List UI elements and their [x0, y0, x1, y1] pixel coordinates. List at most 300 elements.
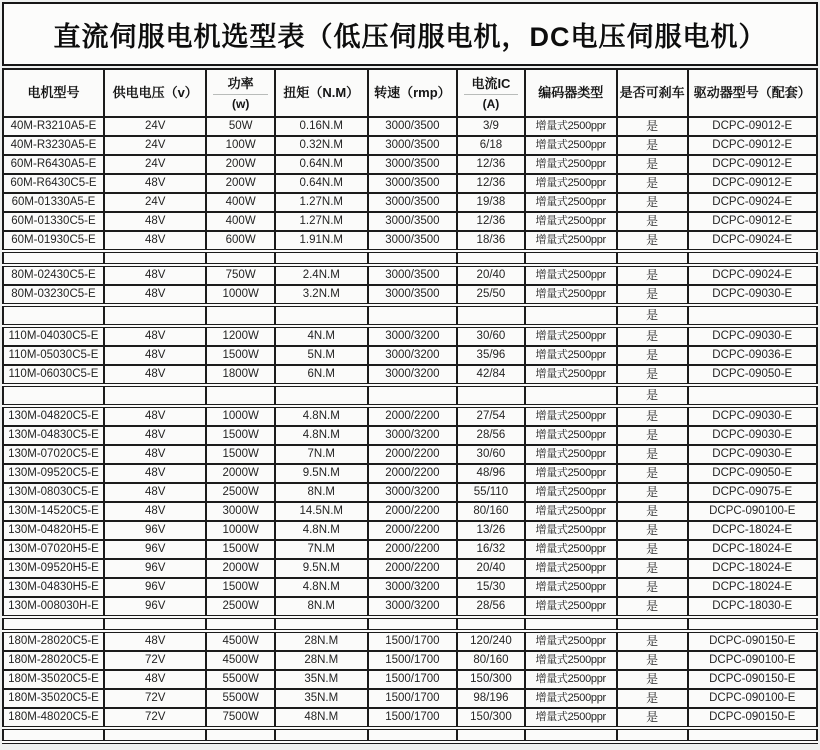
cell-torque: 0.64N.M: [275, 174, 368, 193]
table-row: [3, 117, 817, 136]
cell-brake: 是: [617, 365, 688, 385]
cell-current: 3/9: [457, 117, 525, 136]
cell-voltage: 72V: [104, 651, 207, 670]
cell-speed: 2000/2200: [368, 502, 458, 521]
cell-voltage: 48V: [104, 346, 207, 365]
cell-driver: DCPC-090100-E: [688, 502, 818, 521]
cell-model: [3, 728, 104, 742]
cell-voltage: 96V: [104, 559, 207, 578]
cell-torque: 6N.M: [275, 365, 368, 385]
cell-torque: 7N.M: [275, 540, 368, 559]
cell-voltage: 48V: [104, 231, 207, 251]
cell-current: [457, 728, 525, 742]
cell-speed: 3000/3500: [368, 231, 458, 251]
cell-driver: DCPC-09024-E: [688, 193, 818, 212]
cell-voltage: 24V: [104, 155, 207, 174]
cell-brake: 是: [617, 670, 688, 689]
cell-driver: DCPC-09012-E: [688, 136, 818, 155]
table-header: [3, 69, 817, 117]
cell-speed: 3000/3200: [368, 578, 458, 597]
cell-encoder: 增量式2500ppr: [525, 689, 617, 708]
cell-model: 180M-28020C5-E: [3, 651, 104, 670]
cell-model: [3, 305, 104, 326]
cell-voltage: 96V: [104, 521, 207, 540]
cell-driver: DCPC-09030-E: [688, 326, 818, 346]
cell-encoder: 增量式2500ppr: [525, 483, 617, 502]
cell-speed: 1500/1700: [368, 651, 458, 670]
cell-brake: 是: [617, 385, 688, 406]
cell-torque: 4.8N.M: [275, 521, 368, 540]
table-body: [3, 117, 817, 742]
cell-driver: DCPC-18024-E: [688, 559, 818, 578]
cell-driver: [688, 728, 818, 742]
cell-driver: [688, 617, 818, 631]
cell-torque: 1.91N.M: [275, 231, 368, 251]
cell-driver: DCPC-09030-E: [688, 445, 818, 464]
table-row: [3, 346, 817, 365]
cell-power: 4500W: [206, 631, 274, 651]
cell-torque: 0.64N.M: [275, 155, 368, 174]
table-row: [3, 326, 817, 346]
cell-power: 400W: [206, 212, 274, 231]
cell-power: 2000W: [206, 464, 274, 483]
table-row: [3, 651, 817, 670]
table-row: [3, 670, 817, 689]
table-row: [3, 445, 817, 464]
table-row: [3, 597, 817, 617]
cell-brake: 是: [617, 689, 688, 708]
table-row: [3, 212, 817, 231]
cell-driver: DCPC-09012-E: [688, 174, 818, 193]
cell-brake: 是: [617, 502, 688, 521]
cell-voltage: [104, 305, 207, 326]
cell-current: [457, 305, 525, 326]
separator-row: [3, 251, 817, 265]
cell-power: [206, 305, 274, 326]
cell-voltage: 96V: [104, 540, 207, 559]
cell-model: 80M-02430C5-E: [3, 265, 104, 285]
table-row: [3, 193, 817, 212]
title-box: [2, 2, 818, 66]
cell-power: 5500W: [206, 689, 274, 708]
cell-voltage: 48V: [104, 406, 207, 426]
table-row: [3, 540, 817, 559]
cell-voltage: 48V: [104, 670, 207, 689]
cell-voltage: 24V: [104, 117, 207, 136]
cell-encoder: 增量式2500ppr: [525, 326, 617, 346]
cell-torque: 14.5N.M: [275, 502, 368, 521]
cell-current: 18/36: [457, 231, 525, 251]
cell-current: 80/160: [457, 651, 525, 670]
cell-speed: 3000/3200: [368, 483, 458, 502]
table-row: [3, 285, 817, 305]
cell-torque: 3.2N.M: [275, 285, 368, 305]
column-header-driver: 驱动器型号（配套）: [688, 69, 818, 117]
cell-brake: 是: [617, 155, 688, 174]
cell-speed: 2000/2200: [368, 406, 458, 426]
cell-driver: DCPC-090100-E: [688, 689, 818, 708]
table-row: [3, 559, 817, 578]
cell-voltage: 48V: [104, 502, 207, 521]
table-row: [3, 483, 817, 502]
cell-speed: 2000/2200: [368, 445, 458, 464]
cell-model: 110M-05030C5-E: [3, 346, 104, 365]
cell-voltage: 48V: [104, 174, 207, 193]
cell-model: 130M-008030H-E: [3, 597, 104, 617]
cell-voltage: [104, 617, 207, 631]
cell-torque: [275, 617, 368, 631]
cell-torque: 9.5N.M: [275, 464, 368, 483]
cell-model: 130M-07020C5-E: [3, 445, 104, 464]
cell-power: 7500W: [206, 708, 274, 728]
cell-model: 130M-04830C5-E: [3, 426, 104, 445]
cell-torque: 1.27N.M: [275, 193, 368, 212]
cell-driver: [688, 305, 818, 326]
cell-voltage: 24V: [104, 193, 207, 212]
cell-voltage: [104, 728, 207, 742]
separator-row: [3, 617, 817, 631]
cell-encoder: 增量式2500ppr: [525, 631, 617, 651]
cell-voltage: 48V: [104, 464, 207, 483]
cell-brake: 是: [617, 426, 688, 445]
cell-torque: 28N.M: [275, 631, 368, 651]
cell-brake: 是: [617, 117, 688, 136]
cell-speed: [368, 251, 458, 265]
cell-current: 15/30: [457, 578, 525, 597]
column-header-power: 功率 (w): [206, 69, 274, 117]
cell-model: 130M-08030C5-E: [3, 483, 104, 502]
cell-torque: 0.16N.M: [275, 117, 368, 136]
cell-encoder: 增量式2500ppr: [525, 651, 617, 670]
cell-torque: 4.8N.M: [275, 578, 368, 597]
cell-model: 130M-04820C5-E: [3, 406, 104, 426]
cell-model: 180M-35020C5-E: [3, 689, 104, 708]
cell-encoder: [525, 728, 617, 742]
column-header-power-unit: (w): [213, 94, 267, 113]
cell-power: 1800W: [206, 365, 274, 385]
cell-driver: DCPC-090150-E: [688, 631, 818, 651]
cell-driver: [688, 385, 818, 406]
cell-current: 28/56: [457, 597, 525, 617]
cell-driver: DCPC-09030-E: [688, 426, 818, 445]
cell-power: 1000W: [206, 285, 274, 305]
cell-current: 150/300: [457, 670, 525, 689]
cell-model: 60M-R6430C5-E: [3, 174, 104, 193]
cell-brake: 是: [617, 346, 688, 365]
table-row: [3, 708, 817, 728]
cell-encoder: 增量式2500ppr: [525, 346, 617, 365]
cell-encoder: 增量式2500ppr: [525, 540, 617, 559]
cell-brake: 是: [617, 265, 688, 285]
cell-driver: DCPC-09024-E: [688, 265, 818, 285]
cell-driver: DCPC-09024-E: [688, 231, 818, 251]
cell-torque: 35N.M: [275, 689, 368, 708]
cell-encoder: 增量式2500ppr: [525, 406, 617, 426]
table-row: [3, 174, 817, 193]
cell-torque: 4N.M: [275, 326, 368, 346]
cell-brake: 是: [617, 445, 688, 464]
cell-power: 1500W: [206, 346, 274, 365]
cell-power: 1500W: [206, 426, 274, 445]
table-row: [3, 231, 817, 251]
cell-torque: 0.32N.M: [275, 136, 368, 155]
cell-power: [206, 617, 274, 631]
cell-encoder: 增量式2500ppr: [525, 212, 617, 231]
cell-model: 130M-04820H5-E: [3, 521, 104, 540]
cell-speed: 2000/2200: [368, 540, 458, 559]
table-row: [3, 136, 817, 155]
cell-driver: DCPC-09012-E: [688, 212, 818, 231]
cell-voltage: 48V: [104, 285, 207, 305]
cell-speed: 2000/2200: [368, 464, 458, 483]
cell-encoder: 增量式2500ppr: [525, 285, 617, 305]
cell-power: 1500W: [206, 540, 274, 559]
cell-brake: 是: [617, 285, 688, 305]
cell-voltage: 96V: [104, 597, 207, 617]
cell-speed: 1500/1700: [368, 708, 458, 728]
cell-speed: 2000/2200: [368, 559, 458, 578]
cell-driver: DCPC-090100-E: [688, 651, 818, 670]
cell-encoder: [525, 305, 617, 326]
cell-driver: DCPC-18024-E: [688, 540, 818, 559]
cell-current: 20/40: [457, 559, 525, 578]
cell-brake: [617, 617, 688, 631]
cell-power: 5500W: [206, 670, 274, 689]
cell-power: 4500W: [206, 651, 274, 670]
cell-driver: DCPC-18024-E: [688, 521, 818, 540]
cell-brake: 是: [617, 651, 688, 670]
motor-spec-table: [2, 68, 818, 744]
cell-model: [3, 617, 104, 631]
cell-current: 16/32: [457, 540, 525, 559]
separator-row: [3, 728, 817, 742]
cell-torque: [275, 305, 368, 326]
cell-voltage: 24V: [104, 136, 207, 155]
table-row: [3, 578, 817, 597]
cell-torque: 7N.M: [275, 445, 368, 464]
cell-current: 25/50: [457, 285, 525, 305]
cell-encoder: 增量式2500ppr: [525, 708, 617, 728]
cell-encoder: 增量式2500ppr: [525, 445, 617, 464]
cell-encoder: 增量式2500ppr: [525, 464, 617, 483]
cell-power: 3000W: [206, 502, 274, 521]
cell-driver: DCPC-09012-E: [688, 117, 818, 136]
cell-speed: 3000/3500: [368, 285, 458, 305]
cell-speed: 3000/3200: [368, 346, 458, 365]
cell-driver: DCPC-18024-E: [688, 578, 818, 597]
cell-model: 60M-01930C5-E: [3, 231, 104, 251]
cell-brake: 是: [617, 464, 688, 483]
cell-encoder: 增量式2500ppr: [525, 231, 617, 251]
column-header-voltage: 供电电压（v）: [104, 69, 207, 117]
cell-driver: DCPC-09012-E: [688, 155, 818, 174]
cell-current: 30/60: [457, 326, 525, 346]
cell-speed: 3000/3200: [368, 426, 458, 445]
cell-brake: [617, 728, 688, 742]
table-row: [3, 406, 817, 426]
cell-current: 150/300: [457, 708, 525, 728]
header-row: [3, 69, 817, 117]
cell-power: 1000W: [206, 521, 274, 540]
cell-encoder: 增量式2500ppr: [525, 559, 617, 578]
cell-brake: 是: [617, 326, 688, 346]
column-header-brake: 是否可刹车: [617, 69, 688, 117]
cell-brake: 是: [617, 483, 688, 502]
cell-encoder: 增量式2500ppr: [525, 578, 617, 597]
selection-sheet: [2, 2, 818, 744]
column-header-current: 电流IC (A): [457, 69, 525, 117]
cell-model: 180M-48020C5-E: [3, 708, 104, 728]
cell-current: 30/60: [457, 445, 525, 464]
table-row: [3, 464, 817, 483]
cell-encoder: 增量式2500ppr: [525, 155, 617, 174]
cell-torque: 5N.M: [275, 346, 368, 365]
cell-encoder: 增量式2500ppr: [525, 265, 617, 285]
cell-voltage: 72V: [104, 708, 207, 728]
table-row: [3, 689, 817, 708]
cell-brake: 是: [617, 540, 688, 559]
cell-model: [3, 385, 104, 406]
cell-speed: 3000/3200: [368, 365, 458, 385]
cell-current: 28/56: [457, 426, 525, 445]
cell-torque: 35N.M: [275, 670, 368, 689]
cell-current: [457, 385, 525, 406]
cell-model: 130M-14520C5-E: [3, 502, 104, 521]
cell-torque: [275, 385, 368, 406]
cell-current: 55/110: [457, 483, 525, 502]
cell-brake: 是: [617, 231, 688, 251]
cell-power: 1500W: [206, 578, 274, 597]
cell-current: [457, 617, 525, 631]
cell-speed: 1500/1700: [368, 689, 458, 708]
cell-torque: [275, 728, 368, 742]
cell-speed: 3000/3500: [368, 117, 458, 136]
cell-model: 180M-28020C5-E: [3, 631, 104, 651]
cell-encoder: 增量式2500ppr: [525, 521, 617, 540]
cell-speed: 1500/1700: [368, 631, 458, 651]
cell-current: 80/160: [457, 502, 525, 521]
cell-driver: DCPC-09030-E: [688, 406, 818, 426]
separator-row: [3, 305, 817, 326]
cell-voltage: 96V: [104, 578, 207, 597]
cell-power: [206, 728, 274, 742]
cell-brake: 是: [617, 578, 688, 597]
cell-torque: 48N.M: [275, 708, 368, 728]
cell-voltage: 48V: [104, 426, 207, 445]
cell-encoder: 增量式2500ppr: [525, 193, 617, 212]
cell-speed: [368, 728, 458, 742]
cell-current: 12/36: [457, 212, 525, 231]
cell-power: [206, 251, 274, 265]
cell-voltage: 48V: [104, 445, 207, 464]
cell-power: 1200W: [206, 326, 274, 346]
cell-model: 40M-R3210A5-E: [3, 117, 104, 136]
cell-current: 35/96: [457, 346, 525, 365]
cell-model: 110M-04030C5-E: [3, 326, 104, 346]
cell-power: 400W: [206, 193, 274, 212]
cell-power: 2000W: [206, 559, 274, 578]
cell-driver: DCPC-09036-E: [688, 346, 818, 365]
cell-speed: 3000/3500: [368, 136, 458, 155]
table-row: [3, 265, 817, 285]
cell-current: 12/36: [457, 155, 525, 174]
cell-torque: 4.8N.M: [275, 426, 368, 445]
cell-torque: 8N.M: [275, 597, 368, 617]
cell-brake: 是: [617, 631, 688, 651]
cell-encoder: [525, 251, 617, 265]
cell-brake: [617, 251, 688, 265]
cell-torque: 1.27N.M: [275, 212, 368, 231]
cell-torque: 9.5N.M: [275, 559, 368, 578]
cell-torque: 4.8N.M: [275, 406, 368, 426]
cell-current: 42/84: [457, 365, 525, 385]
cell-driver: [688, 251, 818, 265]
cell-driver: DCPC-18030-E: [688, 597, 818, 617]
cell-voltage: 48V: [104, 326, 207, 346]
cell-power: [206, 385, 274, 406]
cell-driver: DCPC-090150-E: [688, 708, 818, 728]
cell-encoder: [525, 617, 617, 631]
cell-power: 50W: [206, 117, 274, 136]
cell-current: 120/240: [457, 631, 525, 651]
cell-voltage: 48V: [104, 483, 207, 502]
cell-brake: 是: [617, 521, 688, 540]
cell-current: [457, 251, 525, 265]
column-header-speed: 转速（rmp）: [368, 69, 458, 117]
table-row: [3, 155, 817, 174]
cell-model: 130M-04830H5-E: [3, 578, 104, 597]
cell-speed: 3000/3200: [368, 326, 458, 346]
cell-model: 180M-35020C5-E: [3, 670, 104, 689]
table-row: [3, 521, 817, 540]
cell-current: 48/96: [457, 464, 525, 483]
cell-driver: DCPC-09050-E: [688, 464, 818, 483]
column-header-torque: 扭矩（N.M）: [275, 69, 368, 117]
table-row: [3, 502, 817, 521]
cell-model: 130M-09520H5-E: [3, 559, 104, 578]
cell-voltage: 48V: [104, 365, 207, 385]
column-header-encoder: 编码器类型: [525, 69, 617, 117]
cell-brake: 是: [617, 174, 688, 193]
cell-speed: 3000/3500: [368, 155, 458, 174]
cell-model: 60M-01330C5-E: [3, 212, 104, 231]
cell-power: 750W: [206, 265, 274, 285]
cell-model: 130M-09520C5-E: [3, 464, 104, 483]
cell-voltage: 48V: [104, 265, 207, 285]
cell-encoder: 增量式2500ppr: [525, 174, 617, 193]
cell-model: 40M-R3230A5-E: [3, 136, 104, 155]
cell-encoder: 增量式2500ppr: [525, 365, 617, 385]
cell-torque: 8N.M: [275, 483, 368, 502]
cell-torque: 2.4N.M: [275, 265, 368, 285]
cell-speed: 3000/3200: [368, 597, 458, 617]
cell-model: 60M-R6430A5-E: [3, 155, 104, 174]
cell-power: 1000W: [206, 406, 274, 426]
cell-current: 98/196: [457, 689, 525, 708]
cell-speed: 2000/2200: [368, 521, 458, 540]
cell-encoder: 增量式2500ppr: [525, 597, 617, 617]
column-header-model: 电机型号: [3, 69, 104, 117]
cell-power: 2500W: [206, 597, 274, 617]
cell-encoder: 增量式2500ppr: [525, 670, 617, 689]
cell-driver: DCPC-090150-E: [688, 670, 818, 689]
cell-current: 27/54: [457, 406, 525, 426]
cell-driver: DCPC-09075-E: [688, 483, 818, 502]
cell-speed: 3000/3500: [368, 174, 458, 193]
cell-model: 60M-01330A5-E: [3, 193, 104, 212]
cell-model: 130M-07020H5-E: [3, 540, 104, 559]
cell-encoder: 增量式2500ppr: [525, 117, 617, 136]
